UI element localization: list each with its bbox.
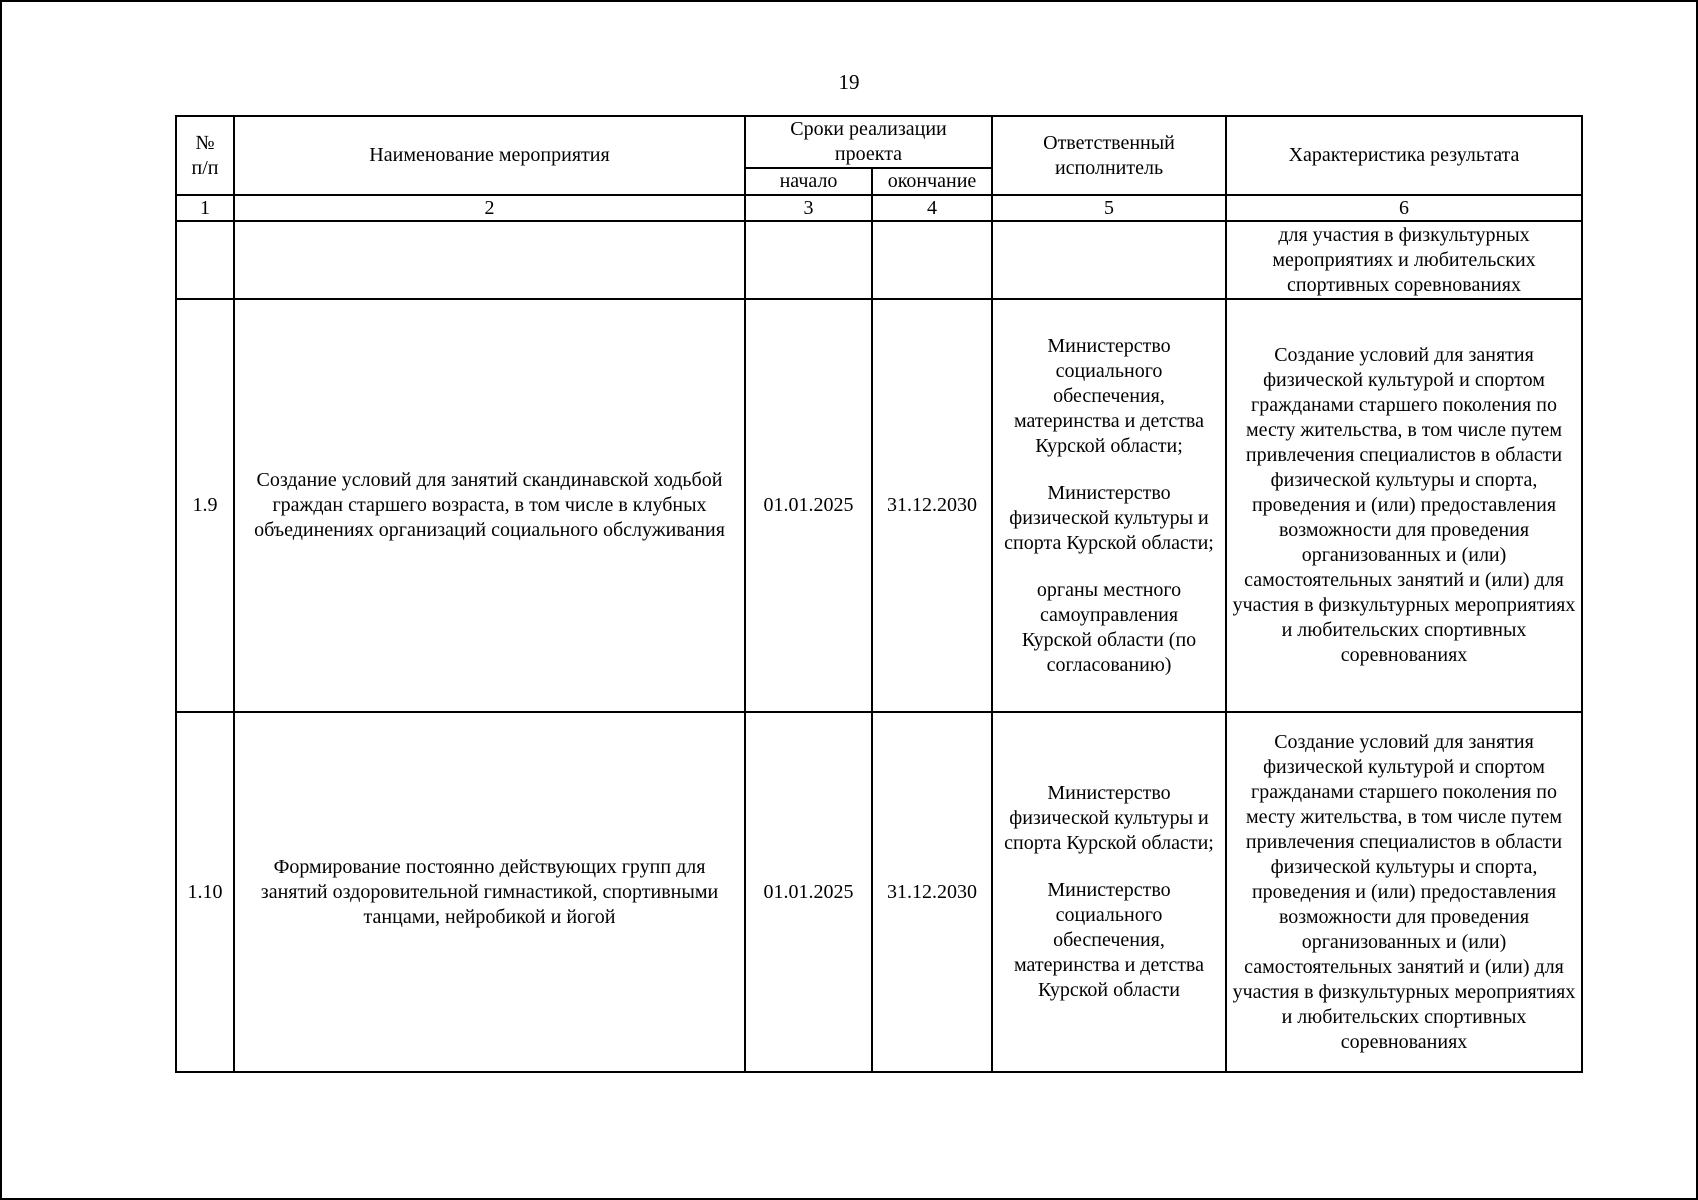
cell-name: Создание условий для занятий скандинавской ходьбой граждан старшего возраста, в том числе в клубных объединениях организаций социального обслуживания — [234, 299, 745, 712]
column-index-row — [176, 195, 1582, 221]
cell-end: 31.12.2030 — [872, 299, 992, 712]
cell-end — [872, 221, 992, 299]
cell-end: 31.12.2030 — [872, 712, 992, 1072]
cell-responsible — [992, 712, 1226, 1072]
cell-name — [234, 221, 745, 299]
events-table — [175, 115, 1583, 1073]
cell-start: 01.01.2025 — [745, 712, 872, 1072]
cell-responsible — [992, 221, 1226, 299]
cell-num — [176, 221, 234, 299]
cell-name: Формирование постоянно действующих групп для занятий оздоровительной гимнастикой, спортивными танцами, нейробикой и йогой — [234, 712, 745, 1072]
cell-start: 01.01.2025 — [745, 299, 872, 712]
header-end: окончание — [872, 168, 992, 195]
header-start: начало — [745, 168, 872, 195]
header-result: Характеристика результата — [1226, 116, 1582, 195]
header-terms: Сроки реализации проекта — [745, 116, 992, 168]
cell-responsible — [992, 299, 1226, 712]
cell-start — [745, 221, 872, 299]
cell-result: Создание условий для занятия физической культурой и спортом гражданами старшего поколения по месту жительства, в том числе путем привлечения специалистов в области физической культуры и спорта, проведения и (или) предоставления возможности для проведения организованных и (или) самостоятельных занятий и (или) для участия в физкультурных мероприятиях и любительских спортивных соревнованиях — [1226, 712, 1582, 1072]
cell-result: для участия в физкультурных мероприятиях и любительских спортивных соревнованиях — [1226, 221, 1582, 299]
responsible-item: Министерство социального обеспечения, материнства и детства Курской области — [1014, 879, 1204, 1001]
responsible-item: органы местного самоуправления Курской области (по согласованию) — [1021, 578, 1197, 676]
responsible-item: Министерство физической культуры и спорта Курской области; — [1004, 481, 1214, 554]
column-index: 1 — [176, 195, 234, 221]
column-index: 3 — [745, 195, 872, 221]
table-row-continuation — [176, 221, 1582, 299]
column-index: 5 — [992, 195, 1226, 221]
header-responsible: Ответственный исполнитель — [992, 116, 1226, 195]
cell-num: 1.9 — [176, 299, 234, 712]
column-index: 2 — [234, 195, 745, 221]
column-index: 4 — [872, 195, 992, 221]
header-num: № п/п — [176, 116, 234, 195]
header-row — [176, 116, 1582, 168]
table-row — [176, 712, 1582, 1072]
responsible-item: Министерство физической культуры и спорта Курской области; — [1004, 782, 1214, 854]
cell-result: Создание условий для занятия физической культурой и спортом гражданами старшего поколения по месту жительства, в том числе путем привлечения специалистов в области физической культуры и спорта, проведения и (или) предоставления возможности для проведения организованных и (или) самостоятельных занятий и (или) для участия в физкультурных мероприятиях и любительских спортивных соревнованиях — [1226, 299, 1582, 712]
cell-num: 1.10 — [176, 712, 234, 1072]
header-name: Наименование мероприятия — [234, 116, 745, 195]
table-row — [176, 299, 1582, 712]
column-index: 6 — [1226, 195, 1582, 221]
responsible-item: Министерство социального обеспечения, материнства и детства Курской области; — [1014, 334, 1204, 457]
page-number: 19 — [838, 70, 860, 94]
